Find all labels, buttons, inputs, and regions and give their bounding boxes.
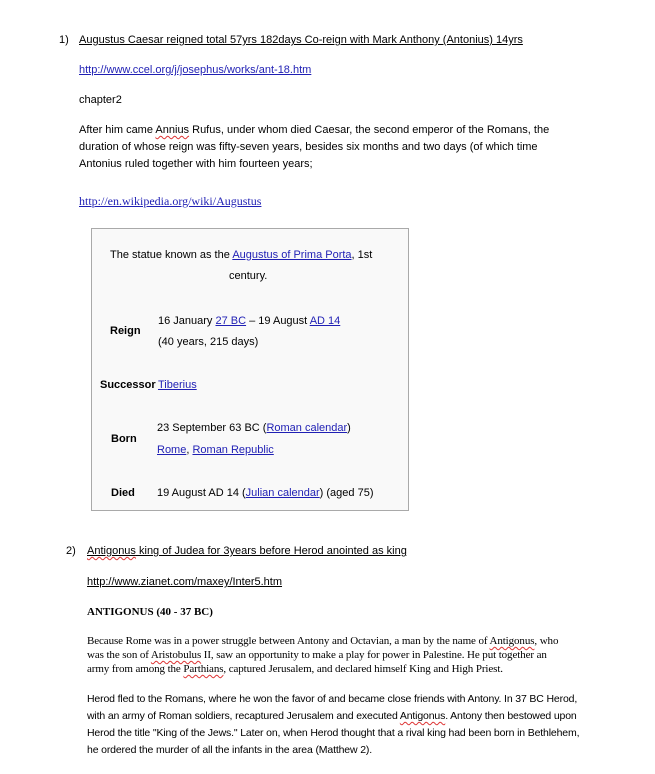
died-value: 19 August AD 14 (Julian calendar) (aged 75) <box>157 487 374 499</box>
born-place: Rome, Roman Republic <box>157 444 274 456</box>
name-antigonus-heading: Antigonus <box>87 545 136 557</box>
died-label: Died <box>111 487 135 499</box>
item1-number: 1) <box>59 34 69 46</box>
born-link-rome[interactable]: Rome <box>157 444 187 456</box>
successor-link-tiberius[interactable]: Tiberius <box>158 379 197 391</box>
antigonus-paragraph-1: Because Rome was in a power struggle between Antony and Octavian, a man by the name of Antigonus, who was the son of Aristobulus II, saw an opportunity to make a play for power in Palestine. He put together an army from among the Parthians, captured Jerusalem, and declared himself King and High Priest. <box>87 635 559 675</box>
died-link-julian-calendar[interactable]: Julian calendar <box>245 487 320 499</box>
item1-link-wikipedia[interactable]: http://en.wikipedia.org/wiki/Augustus <box>79 194 262 208</box>
infobox-caption-line2: century. <box>229 270 268 282</box>
reign-duration: (40 years, 215 days) <box>158 336 259 348</box>
item2-heading: Antigonus king of Judea for 3years before Herod anointed as king <box>87 545 407 557</box>
chapter-label: chapter2 <box>79 94 122 106</box>
born-date: 23 September 63 BC (Roman calendar) <box>157 422 351 434</box>
born-link-roman-republic[interactable]: Roman Republic <box>192 444 274 456</box>
reign-value: 16 January 27 BC – 19 August AD 14 <box>158 315 341 327</box>
successor-label: Successor <box>100 379 156 391</box>
antigonus-paragraph-2: Herod fled to the Romans, where he won the favor of and became close friends with Antony. In 37 BC Herod, with an army of Roman soldiers, recaptured Jerusalem and executed Antigonus. Antony then bestowed upon Herod the title "King of the Jews." Later on, when Herod thought that a rival king had been born in Bethlehem, he ordered the murder of all the infants in the area (Matthew 2). <box>87 693 580 756</box>
antigonus-title: ANTIGONUS (40 - 37 BC) <box>87 606 213 618</box>
item1-heading: Augustus Caesar reigned total 57yrs 182days Co-reign with Mark Anthony (Antonius) 14yrs <box>79 34 523 46</box>
born-label: Born <box>111 433 137 445</box>
infobox-caption: The statue known as the Augustus of Prima Porta, 1st <box>110 249 373 261</box>
caption-link-prima-porta[interactable]: Augustus of Prima Porta <box>232 249 352 261</box>
item2-link-zianet[interactable]: http://www.zianet.com/maxey/Inter5.htm <box>87 576 283 588</box>
reign-link-ad14[interactable]: AD 14 <box>309 315 341 327</box>
reign-link-27bc[interactable]: 27 BC <box>215 315 247 327</box>
augustus-infobox <box>91 228 409 511</box>
born-link-roman-calendar[interactable]: Roman calendar <box>266 422 348 434</box>
item2-number: 2) <box>66 545 76 557</box>
reign-label: Reign <box>110 325 141 337</box>
josephus-paragraph: After him came Annius Rufus, under whom died Caesar, the second emperor of the Romans, the duration of whose reign was fifty-seven years, besides six months and two days (of which time Antonius ruled together with him fourteen years; <box>79 124 550 170</box>
item1-link-josephus[interactable]: http://www.ccel.org/j/josephus/works/ant-18.htm <box>79 64 312 76</box>
name-annius: Annius <box>155 124 190 136</box>
